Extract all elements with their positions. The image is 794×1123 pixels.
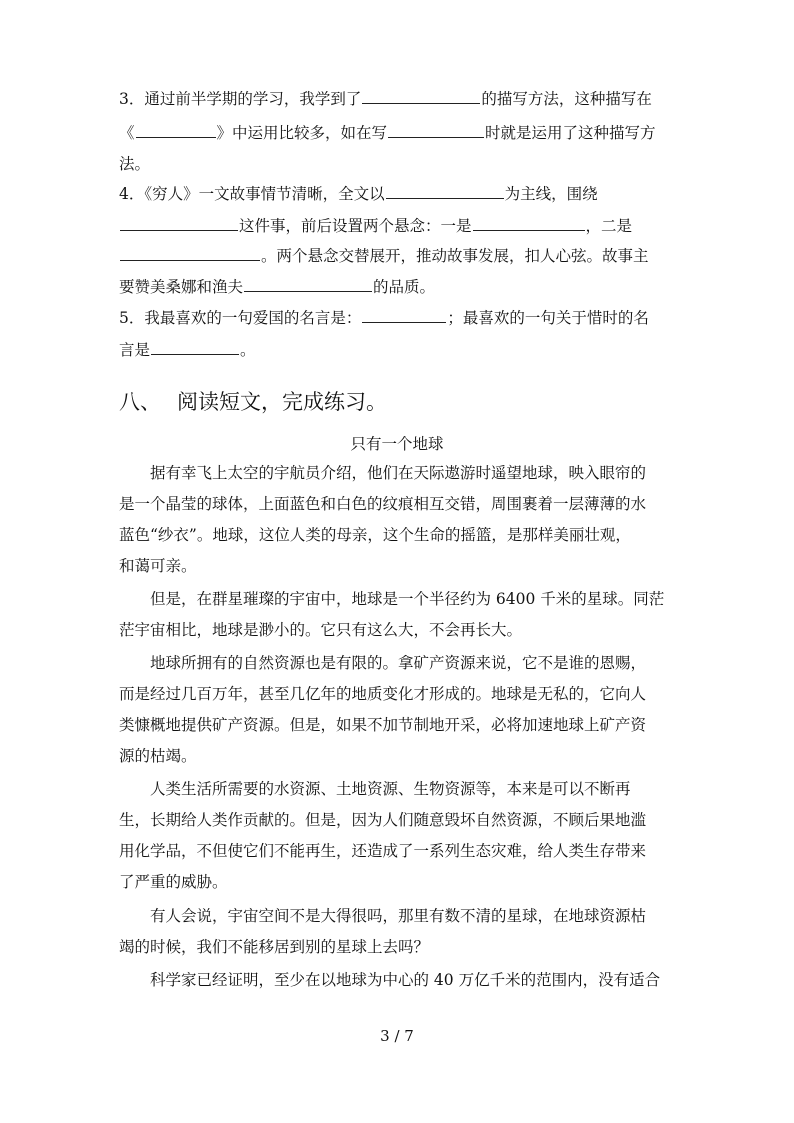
section-heading bbox=[119, 388, 387, 416]
article-line: 了严重的威胁。 bbox=[119, 873, 228, 891]
article-line: 源的枯竭。 bbox=[119, 747, 197, 765]
article-title: 只有一个地球 bbox=[350, 435, 444, 453]
page-number: 3 / 7 bbox=[380, 1027, 414, 1045]
q3-line-3 bbox=[119, 154, 689, 174]
q3-blank-1[interactable] bbox=[362, 88, 480, 104]
article-line: 茫宇宙相比，地球是渺小的。它只有这么大，不会再长大。 bbox=[119, 621, 523, 639]
q5-line-1 bbox=[119, 307, 689, 328]
q3-text: 时就是运用了这种描写方 bbox=[485, 124, 656, 142]
q4-text: 。两个悬念交替展开，推动故事发展，扣人心弦。故事主 bbox=[261, 247, 649, 265]
article-line: 是一个晶莹的球体，上面蓝色和白色的纹痕相互交错，周围裹着一层薄薄的水 bbox=[119, 495, 647, 513]
q3-text: 《 bbox=[119, 124, 135, 142]
q4-text: 为主线，围绕 bbox=[504, 185, 598, 203]
q5-text: ；最喜欢的一句关于惜时的名 bbox=[447, 309, 649, 327]
section-number: 八、 bbox=[119, 390, 161, 414]
article-line: 但是，在群星璀璨的宇宙中，地球是一个半径约为 6400 千米的星球。同茫 bbox=[150, 590, 665, 608]
article-line: 而是经过几百万年，甚至几亿年的地质变化才形成的。地球是无私的，它向人 bbox=[119, 685, 647, 703]
q4-text: ，二是 bbox=[585, 217, 633, 235]
q5-blank-1[interactable] bbox=[362, 307, 446, 323]
q4-blank-3[interactable] bbox=[473, 215, 585, 231]
q5-blank-2[interactable] bbox=[151, 339, 239, 355]
q3-text: 3．通过前半学期的学习，我学到了 bbox=[119, 90, 362, 108]
q3-text: 法。 bbox=[119, 155, 151, 173]
q3-text: 的描写方法，这种描写在 bbox=[481, 90, 652, 108]
article-line: 人类生活所需要的水资源、土地资源、生物资源等，本来是可以不断再 bbox=[150, 780, 631, 798]
article-line: 据有幸飞上太空的宇航员介绍，他们在天际遨游时遥望地球，映入眼帘的 bbox=[150, 464, 647, 482]
q3-line-1 bbox=[119, 88, 689, 109]
q4-line-3 bbox=[119, 245, 689, 266]
q4-line-1 bbox=[119, 183, 689, 204]
q4-line-2 bbox=[119, 215, 689, 236]
section-title: 阅读短文，完成练习。 bbox=[177, 390, 387, 414]
q4-text: 4．《穷人》一文故事情节清晰，全文以 bbox=[119, 185, 385, 203]
article-line: 类慷概地提供矿产资源。但是，如果不加节制地开采，必将加速地球上矿产资 bbox=[119, 716, 647, 734]
q5-text: 。 bbox=[240, 341, 256, 359]
article-line: 地球所拥有的自然资源也是有限的。拿矿产资源来说，它不是谁的恩赐， bbox=[150, 654, 647, 672]
article-line: 和蔼可亲。 bbox=[119, 557, 197, 575]
article-line: 蓝色“纱衣”。地球，这位人类的母亲，这个生命的摇篮，是那样美丽壮观， bbox=[119, 526, 631, 544]
q5-text: 5．我最喜欢的一句爱国的名言是： bbox=[119, 309, 362, 327]
q5-line-2 bbox=[119, 339, 689, 360]
q3-text: 》中运用比较多，如在写 bbox=[216, 124, 388, 142]
q4-blank-5[interactable] bbox=[244, 276, 372, 292]
q3-line-2 bbox=[119, 122, 689, 143]
q4-blank-1[interactable] bbox=[386, 183, 504, 199]
q4-blank-4[interactable] bbox=[120, 245, 260, 261]
article-line: 生，长期给人类作贡献的。但是，因为人们随意毁坏自然资源，不顾后果地滥 bbox=[119, 811, 647, 829]
q3-blank-2[interactable] bbox=[136, 122, 216, 138]
article-line: 有人会说，宇宙空间不是大得很吗，那里有数不清的星球，在地球资源枯 bbox=[150, 907, 647, 925]
q4-text: 这件事，前后设置两个悬念：一是 bbox=[239, 217, 472, 235]
q4-blank-2[interactable] bbox=[120, 215, 238, 231]
article-line: 科学家已经证明，至少在以地球为中心的 40 万亿千米的范围内，没有适合 bbox=[150, 971, 661, 989]
q3-blank-3[interactable] bbox=[388, 122, 484, 138]
q4-text: 的品质。 bbox=[373, 278, 436, 296]
q5-text: 言是 bbox=[119, 341, 151, 359]
article-line: 竭的时候，我们不能移居到别的星球上去吗？ bbox=[119, 938, 430, 956]
q4-line-4 bbox=[119, 276, 689, 297]
q4-text: 要赞美桑娜和渔夫 bbox=[119, 278, 244, 296]
article-line: 用化学品，不但使它们不能再生，还造成了一系列生态灾难，给人类生存带来 bbox=[119, 842, 647, 860]
